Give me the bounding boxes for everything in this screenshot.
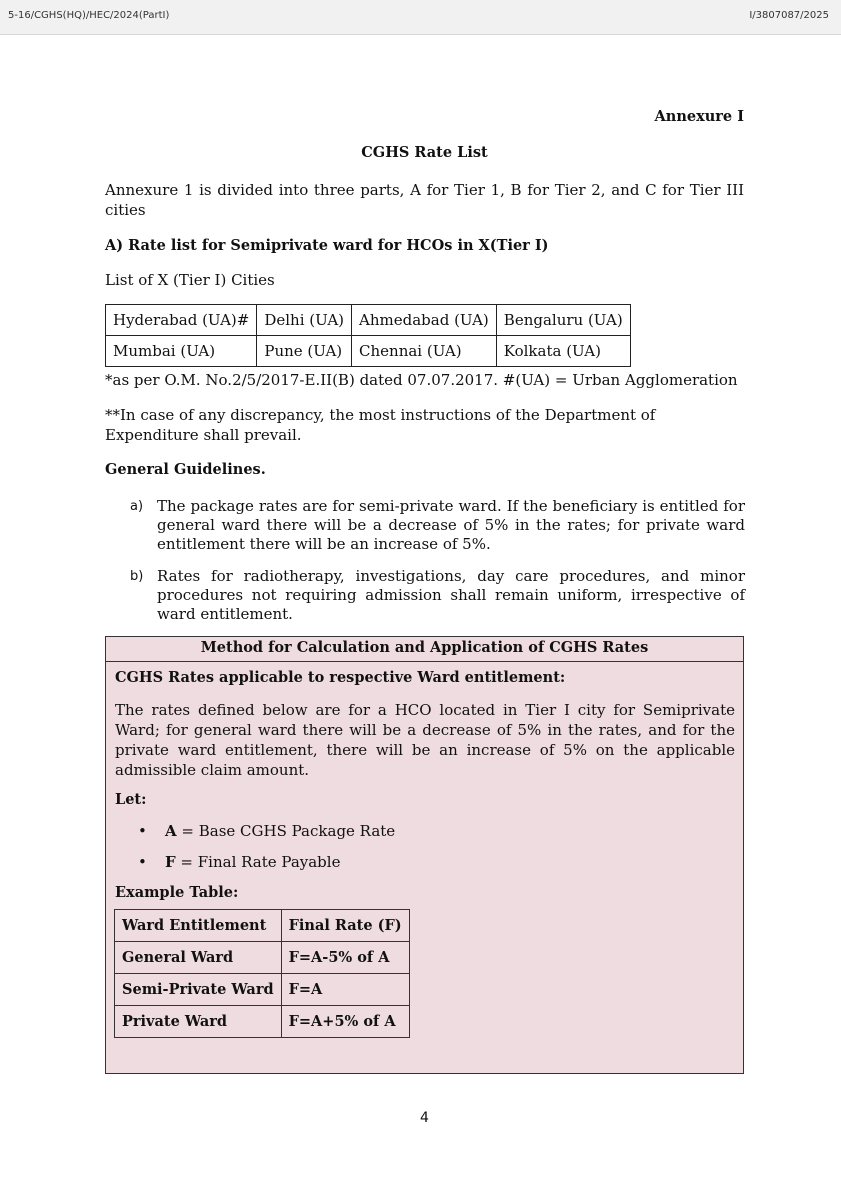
guidelines-heading: General Guidelines. xyxy=(105,461,266,478)
city-cell: Pune (UA) xyxy=(257,336,352,367)
city-cell: Kolkata (UA) xyxy=(496,336,630,367)
table-row xyxy=(106,305,631,336)
guideline-item xyxy=(130,567,745,624)
note-om-reference: *as per O.M. No.2/5/2017-E.II(B) dated 07.07.2017. #(UA) = Urban Agglomeration xyxy=(105,371,738,389)
cities-caption: List of X (Tier I) Cities xyxy=(105,271,275,289)
city-cell: Mumbai (UA) xyxy=(106,336,257,367)
cities-table xyxy=(105,304,631,367)
note-discrepancy: **In case of any discrepancy, the most instructions of the Department of Expenditure shall prevail. xyxy=(105,406,656,444)
section-a-heading: A) Rate list for Semiprivate ward for HCOs in X(Tier I) xyxy=(105,237,549,254)
table-cell: Semi-Private Ward xyxy=(115,974,282,1006)
document-reference: I/3807087/2025 xyxy=(749,10,829,21)
method-subheading: CGHS Rates applicable to respective Ward entitlement: xyxy=(115,669,566,686)
document-header-bar xyxy=(0,0,841,35)
city-cell: Ahmedabad (UA) xyxy=(352,305,497,336)
example-table xyxy=(114,909,410,1038)
guideline-label: b) xyxy=(130,569,144,584)
guideline-text: Rates for radiotherapy, investigations, day care procedures, and minor procedures not requiring admission shall remain uniform, irrespective of ward entitlement. xyxy=(157,567,745,623)
table-row xyxy=(115,1006,410,1038)
annexure-label: Annexure I xyxy=(654,108,744,125)
table-cell: F=A+5% of A xyxy=(281,1006,409,1038)
let-label: Let: xyxy=(115,791,147,808)
definition-meaning: Final Rate Payable xyxy=(197,853,341,871)
definition-meaning: Base CGHS Package Rate xyxy=(198,822,396,840)
table-row xyxy=(106,336,631,367)
method-box xyxy=(105,636,744,1074)
guideline-item xyxy=(130,497,745,554)
method-paragraph: The rates defined below are for a HCO located in Tier I city for Semiprivate Ward; for general ward there will be a decrease of 5% in the rates, and for the private ward entitlement, there will be an increase of 5% on the applicable admissible claim amount. xyxy=(115,701,735,779)
guideline-label: a) xyxy=(130,499,144,514)
table-row xyxy=(115,942,410,974)
city-cell: Delhi (UA) xyxy=(257,305,352,336)
table-cell: General Ward xyxy=(115,942,282,974)
table-cell: Private Ward xyxy=(115,1006,282,1038)
bullet-icon: • xyxy=(138,822,147,840)
table-cell: F=A xyxy=(281,974,409,1006)
intro-paragraph: Annexure 1 is divided into three parts, A for Tier 1, B for Tier 2, and C for Tier III cities xyxy=(105,181,744,219)
table-cell: F=A-5% of A xyxy=(281,942,409,974)
definition-equals: = xyxy=(175,853,198,871)
definition-item xyxy=(138,822,395,840)
page-title: CGHS Rate List xyxy=(361,144,488,161)
method-box-heading: Method for Calculation and Application of CGHS Rates xyxy=(106,637,743,662)
city-cell: Chennai (UA) xyxy=(352,336,497,367)
example-table-label: Example Table: xyxy=(115,884,239,901)
bullet-icon: • xyxy=(138,853,147,871)
table-header-cell: Final Rate (F) xyxy=(281,910,409,942)
table-row xyxy=(115,974,410,1006)
table-header-row xyxy=(115,910,410,942)
city-cell: Hyderabad (UA)# xyxy=(106,305,257,336)
city-cell: Bengaluru (UA) xyxy=(496,305,630,336)
definition-equals: = xyxy=(176,822,199,840)
definition-item xyxy=(138,853,340,871)
table-header-cell: Ward Entitlement xyxy=(115,910,282,942)
file-reference: 5-16/CGHS(HQ)/HEC/2024(PartI) xyxy=(8,10,170,21)
definition-symbol: F xyxy=(165,853,176,871)
definition-symbol: A xyxy=(165,822,177,840)
page-number: 4 xyxy=(420,1110,429,1126)
guideline-text: The package rates are for semi-private ward. If the beneficiary is entitled for general ward there will be a decrease of 5% in the rates; for private ward entitlement there will be an increase of 5%. xyxy=(157,497,745,553)
